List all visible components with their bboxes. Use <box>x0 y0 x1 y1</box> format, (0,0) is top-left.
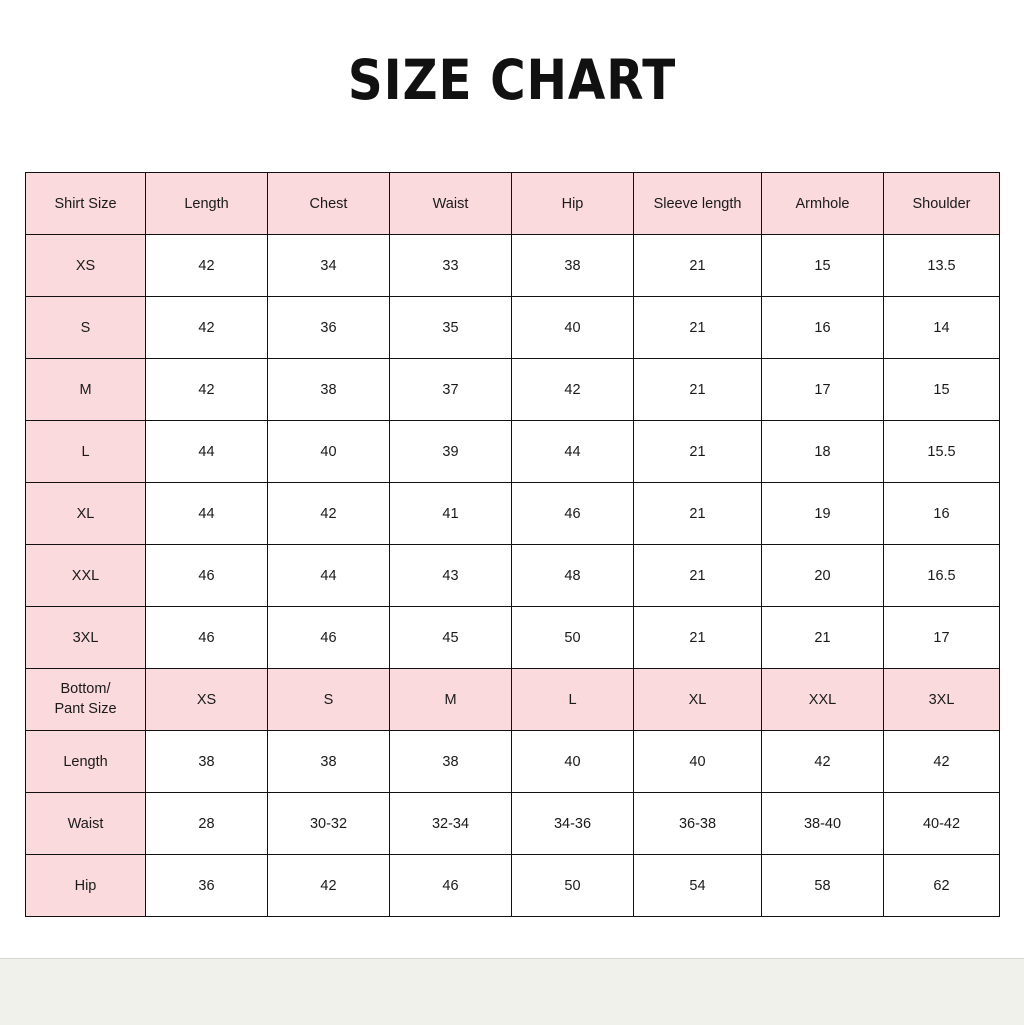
cell-length: 44 <box>146 483 268 545</box>
footer-strip <box>0 958 1024 1025</box>
cell-bottom-xxl: 38-40 <box>762 793 884 855</box>
bottom-size-s: S <box>268 669 390 731</box>
cell-length: 42 <box>146 297 268 359</box>
cell-bottom-3xl: 42 <box>884 731 1000 793</box>
cell-bottom-xs: 38 <box>146 731 268 793</box>
column-header-hip: Hip <box>512 173 634 235</box>
row-header-size: 3XL <box>26 607 146 669</box>
cell-bottom-l: 34-36 <box>512 793 634 855</box>
row-header-size: XL <box>26 483 146 545</box>
cell-bottom-xxl: 42 <box>762 731 884 793</box>
column-header-shoulder: Shoulder <box>884 173 1000 235</box>
cell-armhole: 21 <box>762 607 884 669</box>
table-row <box>26 421 1000 483</box>
cell-hip: 48 <box>512 545 634 607</box>
column-header-chest: Chest <box>268 173 390 235</box>
column-header-shirt-size: Shirt Size <box>26 173 146 235</box>
cell-chest: 38 <box>268 359 390 421</box>
row-header-hip: Hip <box>26 855 146 917</box>
cell-shoulder: 16.5 <box>884 545 1000 607</box>
cell-length: 44 <box>146 421 268 483</box>
cell-length: 42 <box>146 235 268 297</box>
row-header-size: XXL <box>26 545 146 607</box>
column-header-length: Length <box>146 173 268 235</box>
bottom-label-line2: Pant Size <box>54 700 117 717</box>
table-row <box>26 297 1000 359</box>
cell-bottom-s: 38 <box>268 731 390 793</box>
cell-length: 42 <box>146 359 268 421</box>
row-header-size: L <box>26 421 146 483</box>
bottom-size-xxl: XXL <box>762 669 884 731</box>
cell-bottom-xs: 28 <box>146 793 268 855</box>
cell-bottom-s: 42 <box>268 855 390 917</box>
cell-bottom-xl: 54 <box>634 855 762 917</box>
cell-hip: 44 <box>512 421 634 483</box>
cell-armhole: 20 <box>762 545 884 607</box>
table-row <box>26 855 1000 917</box>
cell-bottom-l: 50 <box>512 855 634 917</box>
cell-chest: 44 <box>268 545 390 607</box>
row-header-length: Length <box>26 731 146 793</box>
cell-sleeve-length: 21 <box>634 235 762 297</box>
cell-sleeve-length: 21 <box>634 297 762 359</box>
table-row <box>26 235 1000 297</box>
cell-chest: 40 <box>268 421 390 483</box>
bottom-size-header-row <box>26 669 1000 731</box>
cell-armhole: 19 <box>762 483 884 545</box>
cell-armhole: 18 <box>762 421 884 483</box>
row-header-waist: Waist <box>26 793 146 855</box>
cell-armhole: 15 <box>762 235 884 297</box>
cell-hip: 50 <box>512 607 634 669</box>
cell-bottom-s: 30-32 <box>268 793 390 855</box>
cell-bottom-m: 46 <box>390 855 512 917</box>
cell-shoulder: 13.5 <box>884 235 1000 297</box>
bottom-size-xl: XL <box>634 669 762 731</box>
cell-length: 46 <box>146 545 268 607</box>
table-row <box>26 793 1000 855</box>
cell-waist: 41 <box>390 483 512 545</box>
table-row <box>26 731 1000 793</box>
cell-bottom-xxl: 58 <box>762 855 884 917</box>
cell-waist: 45 <box>390 607 512 669</box>
table-row <box>26 483 1000 545</box>
cell-hip: 46 <box>512 483 634 545</box>
cell-sleeve-length: 21 <box>634 421 762 483</box>
bottom-size-3xl: 3XL <box>884 669 1000 731</box>
page-title: SIZE CHART <box>347 48 677 112</box>
cell-chest: 36 <box>268 297 390 359</box>
cell-waist: 35 <box>390 297 512 359</box>
cell-sleeve-length: 21 <box>634 483 762 545</box>
cell-sleeve-length: 21 <box>634 545 762 607</box>
cell-shoulder: 14 <box>884 297 1000 359</box>
row-header-bottom-pant-size <box>26 669 146 731</box>
size-chart-table-container <box>25 172 999 917</box>
row-header-size: M <box>26 359 146 421</box>
bottom-size-l: L <box>512 669 634 731</box>
table-row <box>26 359 1000 421</box>
cell-bottom-xl: 36-38 <box>634 793 762 855</box>
size-chart-table <box>25 172 1000 917</box>
cell-hip: 38 <box>512 235 634 297</box>
cell-shoulder: 17 <box>884 607 1000 669</box>
cell-shoulder: 16 <box>884 483 1000 545</box>
cell-bottom-l: 40 <box>512 731 634 793</box>
cell-shoulder: 15 <box>884 359 1000 421</box>
row-header-size: XS <box>26 235 146 297</box>
cell-chest: 42 <box>268 483 390 545</box>
cell-bottom-xs: 36 <box>146 855 268 917</box>
cell-waist: 37 <box>390 359 512 421</box>
cell-bottom-xl: 40 <box>634 731 762 793</box>
cell-sleeve-length: 21 <box>634 359 762 421</box>
bottom-size-m: M <box>390 669 512 731</box>
cell-hip: 42 <box>512 359 634 421</box>
table-header-row <box>26 173 1000 235</box>
cell-armhole: 17 <box>762 359 884 421</box>
cell-armhole: 16 <box>762 297 884 359</box>
cell-waist: 43 <box>390 545 512 607</box>
cell-length: 46 <box>146 607 268 669</box>
column-header-sleeve-length: Sleeve length <box>634 173 762 235</box>
cell-chest: 46 <box>268 607 390 669</box>
cell-bottom-m: 32-34 <box>390 793 512 855</box>
cell-bottom-3xl: 62 <box>884 855 1000 917</box>
column-header-waist: Waist <box>390 173 512 235</box>
table-row <box>26 545 1000 607</box>
bottom-label-line1: Bottom/ <box>60 680 111 697</box>
cell-waist: 33 <box>390 235 512 297</box>
row-header-size: S <box>26 297 146 359</box>
cell-bottom-m: 38 <box>390 731 512 793</box>
cell-hip: 40 <box>512 297 634 359</box>
cell-sleeve-length: 21 <box>634 607 762 669</box>
table-row <box>26 607 1000 669</box>
cell-shoulder: 15.5 <box>884 421 1000 483</box>
column-header-armhole: Armhole <box>762 173 884 235</box>
cell-chest: 34 <box>268 235 390 297</box>
bottom-size-xs: XS <box>146 669 268 731</box>
cell-bottom-3xl: 40-42 <box>884 793 1000 855</box>
cell-waist: 39 <box>390 421 512 483</box>
